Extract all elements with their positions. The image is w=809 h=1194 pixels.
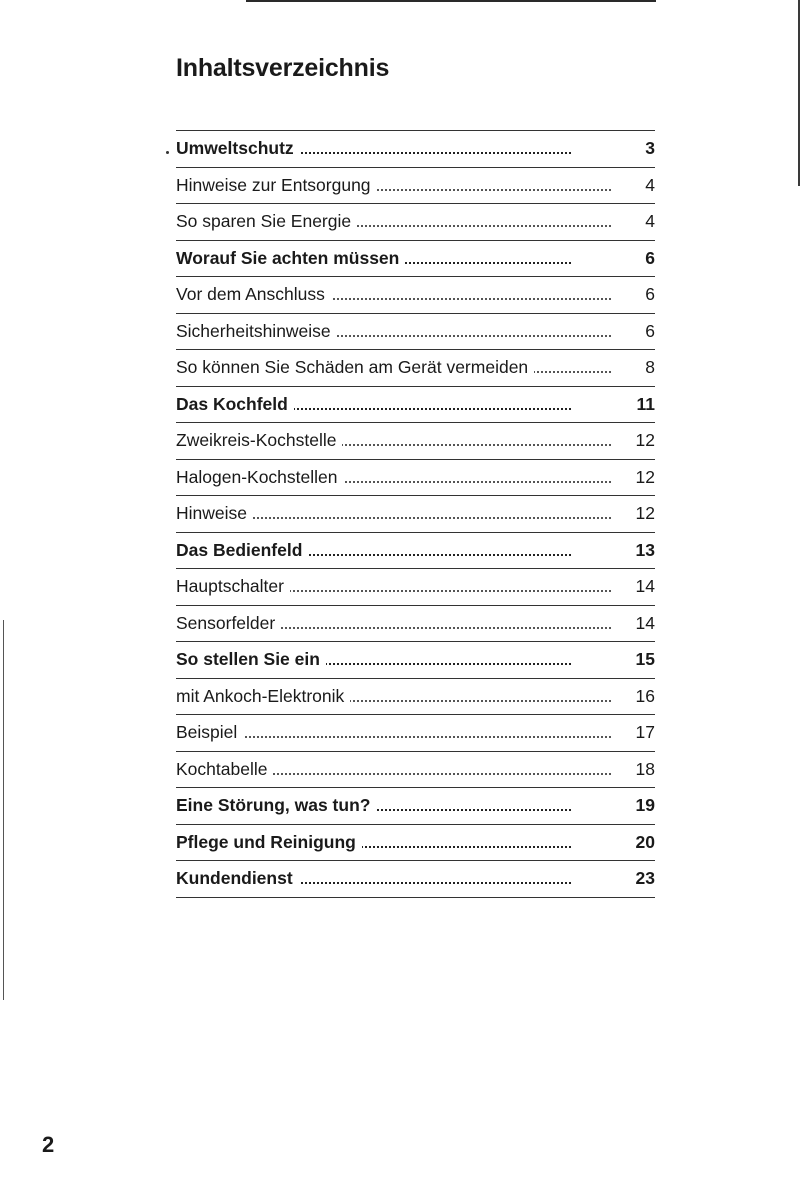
toc-section[interactable]	[176, 387, 655, 424]
toc-label: Pflege und Reinigung	[176, 832, 362, 852]
toc-section[interactable]	[176, 241, 655, 278]
toc-entry[interactable]	[176, 752, 655, 789]
toc-page-number: 14	[635, 576, 655, 597]
toc-label-wrap	[176, 540, 621, 561]
toc-page-number: 12	[635, 430, 655, 451]
toc-entry[interactable]	[176, 679, 655, 716]
toc-page-number: 14	[635, 612, 655, 633]
bullet-mark	[166, 151, 169, 154]
toc-label: Hinweise	[176, 503, 253, 523]
toc-label-wrap	[176, 394, 621, 415]
toc-label-wrap	[176, 248, 621, 269]
toc-section[interactable]	[176, 861, 655, 898]
toc-page-number: 15	[635, 649, 655, 670]
toc-entry[interactable]	[176, 277, 655, 314]
page-title: Inhaltsverzeichnis	[176, 54, 390, 82]
toc-label: Sicherheitshinweise	[176, 321, 337, 341]
toc-page-number: 3	[645, 138, 655, 159]
toc-page-number: 4	[645, 211, 655, 232]
toc-label-wrap	[176, 759, 621, 780]
toc-label: Kundendienst	[176, 868, 299, 888]
toc-label: Umweltschutz	[176, 138, 300, 158]
toc-page-number: 11	[636, 393, 655, 414]
toc-label-wrap	[176, 211, 621, 232]
toc-label: Zweikreis-Kochstelle	[176, 430, 342, 450]
toc-page-number: 12	[635, 503, 655, 524]
toc-label-wrap	[176, 649, 621, 670]
toc-page-number: 23	[635, 868, 655, 889]
toc-page-number: 8	[645, 357, 655, 378]
margin-line-right	[798, 0, 800, 186]
toc-label: So sparen Sie Energie	[176, 211, 357, 231]
toc-section[interactable]	[176, 788, 655, 825]
toc-entry[interactable]	[176, 715, 655, 752]
toc-entry[interactable]	[176, 168, 655, 205]
toc-page-number: 17	[635, 722, 655, 743]
toc-page-number: 19	[635, 795, 655, 816]
toc-label-wrap	[176, 868, 621, 889]
toc-entry[interactable]	[176, 460, 655, 497]
toc-label-wrap	[176, 138, 621, 159]
margin-line-left	[3, 620, 4, 1000]
toc-label: Das Bedienfeld	[176, 540, 308, 560]
toc-label-wrap	[176, 722, 621, 743]
toc-label-wrap	[176, 321, 621, 342]
toc-label: So stellen Sie ein	[176, 649, 326, 669]
toc-entry[interactable]	[176, 606, 655, 643]
toc-label: mit Ankoch-Elektronik	[176, 686, 350, 706]
toc-entry[interactable]	[176, 204, 655, 241]
toc-section[interactable]	[176, 131, 655, 168]
toc-label-wrap	[176, 503, 621, 524]
toc-entry[interactable]	[176, 314, 655, 351]
toc-label: So können Sie Schäden am Gerät vermeiden	[176, 357, 534, 377]
toc-label-wrap	[176, 795, 621, 816]
toc-label-wrap	[176, 613, 621, 634]
top-rule	[246, 0, 656, 2]
toc-label-wrap	[176, 357, 621, 378]
toc-page-number: 6	[645, 284, 655, 305]
toc-entry[interactable]	[176, 496, 655, 533]
toc-section[interactable]	[176, 825, 655, 862]
toc-label-wrap	[176, 284, 621, 305]
toc-page-number: 18	[635, 758, 655, 779]
toc-label: Eine Störung, was tun?	[176, 795, 376, 815]
toc-label-wrap	[176, 430, 621, 451]
toc-label: Sensorfelder	[176, 613, 281, 633]
toc-label-wrap	[176, 576, 621, 597]
toc-label: Das Kochfeld	[176, 394, 294, 414]
toc-label-wrap	[176, 686, 621, 707]
toc-page-number: 20	[635, 831, 655, 852]
table-of-contents	[176, 130, 655, 898]
toc-label: Halogen-Kochstellen	[176, 467, 344, 487]
toc-label: Beispiel	[176, 722, 243, 742]
toc-page-number: 6	[645, 320, 655, 341]
toc-entry[interactable]	[176, 423, 655, 460]
toc-entry[interactable]	[176, 350, 655, 387]
toc-label-wrap	[176, 467, 621, 488]
toc-label-wrap	[176, 832, 621, 853]
toc-section[interactable]	[176, 533, 655, 570]
toc-label-wrap	[176, 175, 621, 196]
toc-entry[interactable]	[176, 569, 655, 606]
toc-page-number: 4	[645, 174, 655, 195]
toc-label: Hinweise zur Entsorgung	[176, 175, 377, 195]
toc-label: Vor dem Anschluss	[176, 284, 331, 304]
toc-section[interactable]	[176, 642, 655, 679]
toc-page-number: 13	[635, 539, 655, 560]
toc-page-number: 16	[635, 685, 655, 706]
toc-label: Hauptschalter	[176, 576, 290, 596]
toc-page-number: 6	[645, 247, 655, 268]
toc-label: Kochtabelle	[176, 759, 273, 779]
toc-label: Worauf Sie achten müssen	[176, 248, 405, 268]
toc-page-number: 12	[635, 466, 655, 487]
page-number: 2	[42, 1132, 55, 1157]
